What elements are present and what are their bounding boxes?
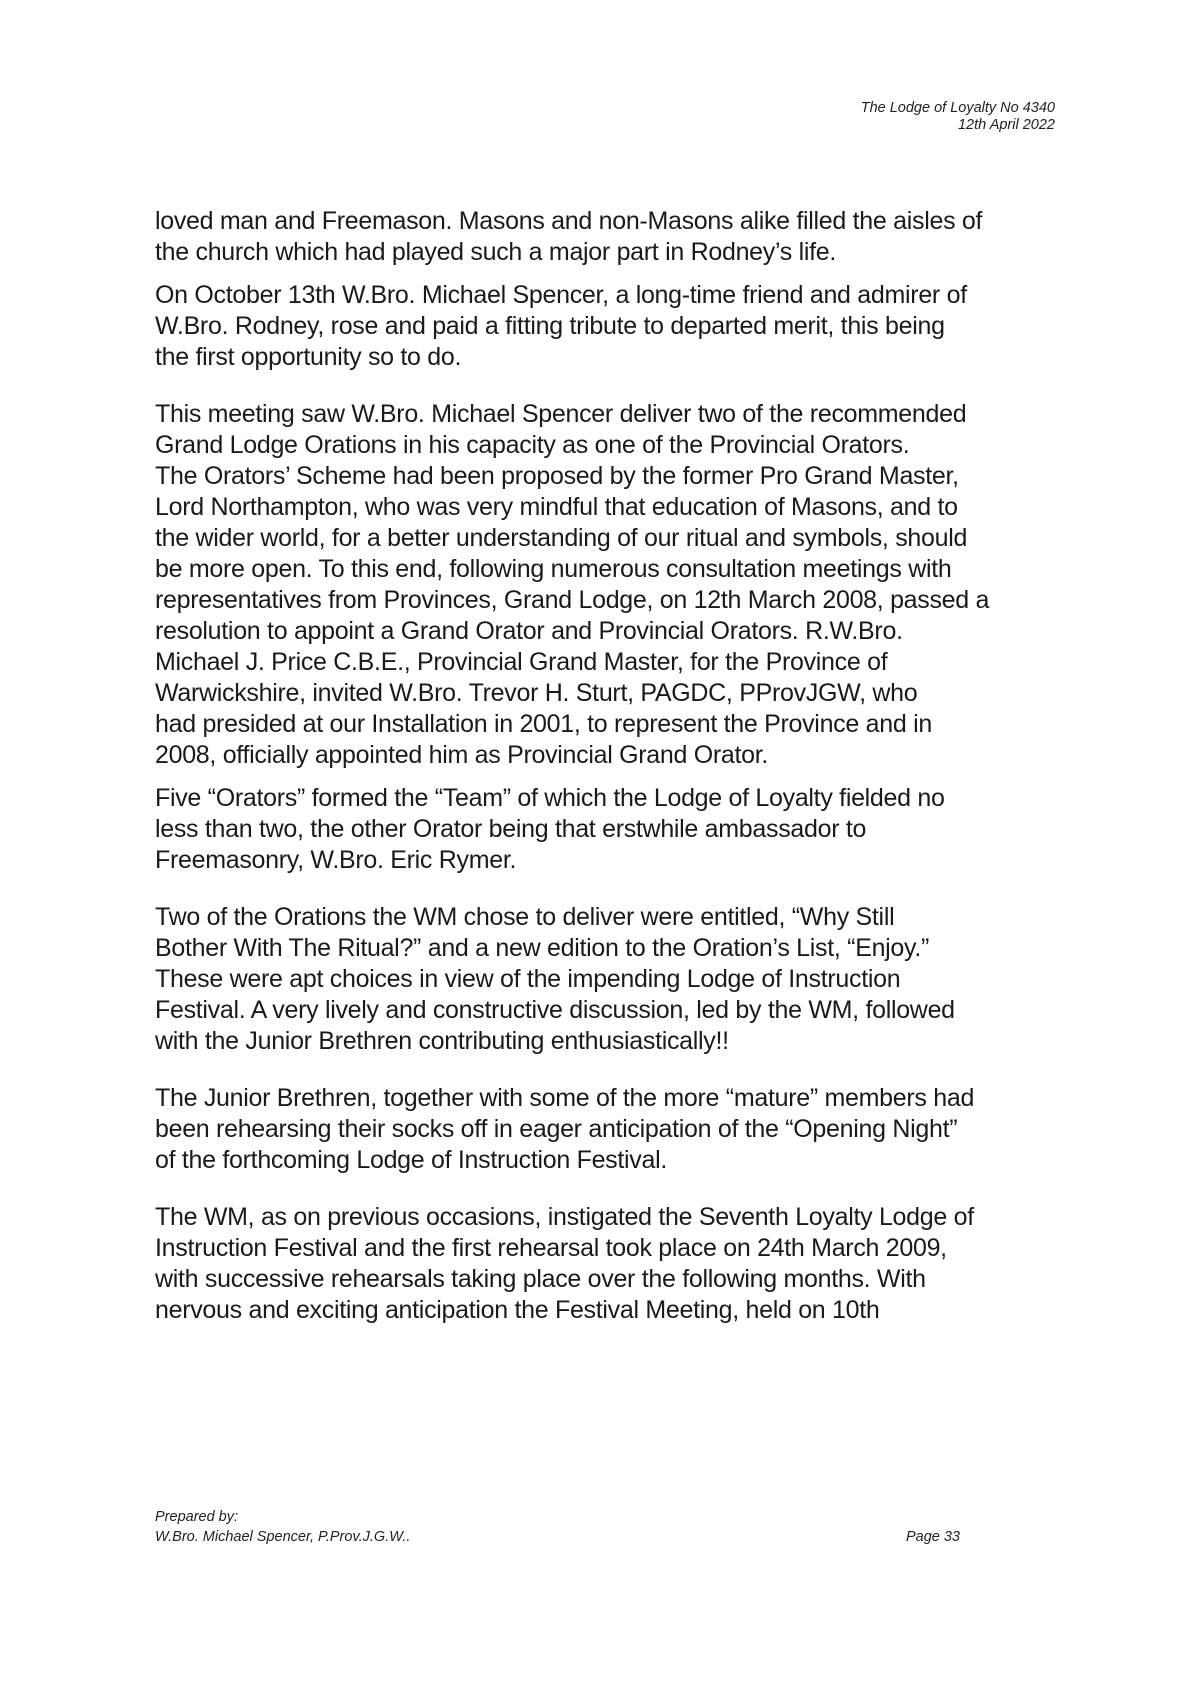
paragraph: This meeting saw W.Bro. Michael Spencer deliver two of the recommended Grand Lodge Orations in his capacity as one of the Provincial Orators. The Orators’ Scheme had been proposed by the former Pro Grand Master, Lord Northampton, who was very mindful that education of Masons, and to the wider world, for a better understanding of our ritual and symbols, should be more open. To this end, following numerous consultation meetings with representatives from Provinces, Grand Lodge, on 12th March 2008, passed a resolution to appoint a Grand Orator and Provincial Orators. R.W.Bro. Michael J. Price C.B.E., Provincial Grand Master, for the Province of Warwickshire, invited W.Bro. Trevor H. Sturt, PAGDC, PProvJGW, who had presided at our Installation in 2001, to represent the Province and in 2008, officially appointed him as Provincial Grand Orator.	[155, 400, 990, 769]
paragraph: Five “Orators” formed the “Team” of which the Lodge of Loyalty fielded no less than two, the other Orator being that erstwhile ambassador to Freemasonry, W.Bro. Eric Rymer.	[155, 784, 945, 874]
lodge-name: The Lodge of Loyalty No 4340	[860, 100, 1055, 116]
prepared-by-label: Prepared by:	[155, 1509, 239, 1525]
paragraph: Two of the Orations the WM chose to deliver were entitled, “Why Still Bother With The Ritual?” and a new edition to the Oration’s List, “Enjoy.” These were apt choices in view of the impending Lodge of Instruction Festival. A very lively and constructive discussion, led by the WM, followed with the Junior Brethren contributing enthusiastically!!	[155, 903, 955, 1055]
page-header	[861, 100, 1055, 134]
paragraph: On October 13th W.Bro. Michael Spencer, a long-time friend and admirer of W.Bro. Rodney, rose and paid a fitting tribute to departed merit, this being the first opportunity so to do.	[155, 281, 967, 371]
paragraph: The WM, as on previous occasions, instigated the Seventh Loyalty Lodge of Instruction Festival and the first rehearsal took place on 24th March 2009, with successive rehearsals taking place over the following months. With nervous and exciting anticipation the Festival Meeting, held on 10th	[155, 1203, 974, 1324]
paragraph: loved man and Freemason. Masons and non-Masons alike filled the aisles of the church which had played such a major part in Rodney’s life.	[155, 207, 983, 266]
author-name: W.Bro. Michael Spencer, P.Prov.J.G.W..	[155, 1529, 411, 1545]
paragraph: The Junior Brethren, together with some of the more “mature” members had been rehearsing their socks off in eager anticipation of the “Opening Night” of the forthcoming Lodge of Instruction Festival.	[155, 1084, 975, 1174]
page-number: Page 33	[905, 1529, 960, 1545]
header-date: 12th April 2022	[957, 117, 1055, 133]
body-text	[155, 206, 1080, 1338]
page-footer	[155, 1507, 960, 1547]
